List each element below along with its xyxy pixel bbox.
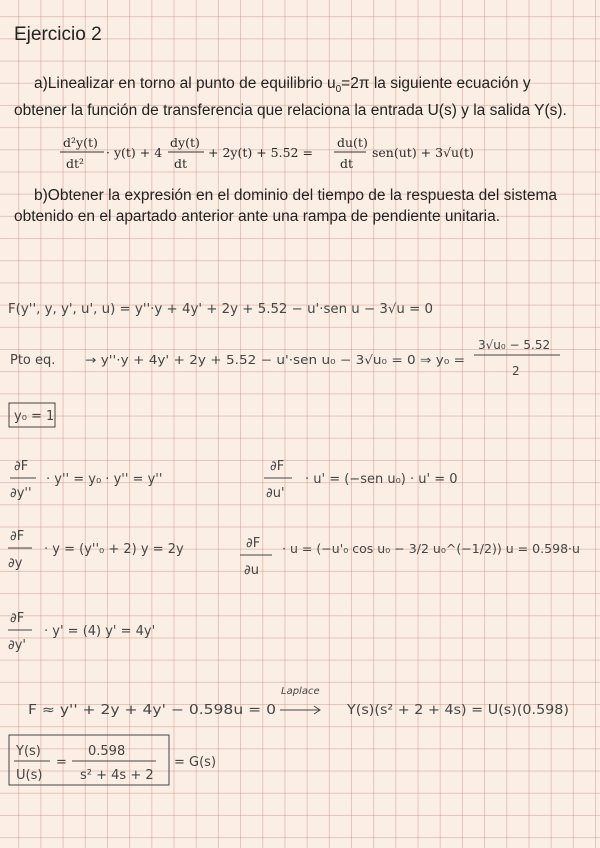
eq-rhs-rest: sen(ut) + 3√u(t) [372,145,474,160]
hw-laplace-result: Y(s)(s² + 2 + 4s) = U(s)(0.598) [345,703,569,718]
hw-tf-right-den: s² + 4s + 2 [80,768,154,783]
hw-d1-num: ∂F [14,459,29,474]
hw-d5-den: ∂y' [8,638,26,653]
hw-d3-num: ∂F [10,529,25,544]
given-equation [60,135,474,171]
hw-d1-den: ∂y'' [10,486,32,501]
hw-d3-den: ∂y [8,556,23,571]
hw-tf-equals: = [56,755,67,770]
part-b-text: b)Obtener la expresión en el dominio del tiempo de la respuesta del sistema obtenido en el apartado anterior ante una rampa de pendiente unitaria. [14,187,557,225]
eq-term1-num: d²y(t) [63,135,98,150]
part-a-text-2: =2π la siguiente ecuación y obtener la función de transferencia que relaciona la entrada U(s) y la salida Y(s). [14,75,567,119]
eq-term1-den: dt² [66,156,85,171]
hw-tf-left-num: Y(s) [16,744,41,759]
hw-eq-point-label: Pto eq. [10,353,56,368]
hw-tf-right-num: 0.598 [88,744,126,759]
hw-d2-num: ∂F [270,459,285,474]
exercise-title: Ejercicio 2 [14,24,102,45]
hw-d2-den: ∂u' [266,486,285,501]
eq-rhs-den: dt [340,156,354,171]
eq-term2-den: dt [174,156,188,171]
hw-tf-label: = G(s) [174,755,217,770]
hw-laplace-label: Laplace [281,686,320,697]
eq-term1-rest: · y(t) + 4 [106,145,163,160]
eq-term2-rest: + 2y(t) + 5.52 = [208,145,313,160]
hw-d4-rest: · u = (−u'₀ cos u₀ − 3/2 u₀^(−1/2)) u = 0.598·u [282,541,580,556]
hw-y0-value: y₀ = 1 [14,409,55,424]
eq-rhs-num: du(t) [337,135,368,150]
hw-tf-left-den: U(s) [16,768,43,783]
hw-function-F: F(y'', y, y', u', u) = y''·y + 4y' + 2y + 5.52 − u'·sen u − 3√u = 0 [8,302,434,317]
hw-d4-num: ∂F [246,536,261,551]
hw-y0-numerator: 3√u₀ − 5.52 [478,338,551,352]
hw-d5-num: ∂F [10,611,25,626]
part-a-text-1: a)Linealizar en torno al punto de equilibrio u [34,75,336,92]
hw-d5-rest: · y' = (4) y' = 4y' [44,624,156,639]
hw-d1-rest: · y'' = y₀ · y'' = y'' [46,472,163,487]
hw-d2-rest: · u' = (−sen u₀) · u' = 0 [305,472,458,487]
hw-linearized-equation: F ≈ y'' + 2y + 4y' − 0.598u = 0 [28,703,276,718]
part-a-subscript: 0 [335,84,342,96]
hw-y0-denominator: 2 [512,364,520,378]
hw-eq-point-expression: → y''·y + 4y' + 2y + 5.52 − u'·sen u₀ − 3√u₀ = 0 ⇒ y₀ = [85,353,465,367]
hw-d3-rest: · y = (y''₀ + 2) y = 2y [44,542,184,557]
eq-term2-num: dy(t) [170,135,200,150]
hw-d4-den: ∂u [244,563,259,578]
